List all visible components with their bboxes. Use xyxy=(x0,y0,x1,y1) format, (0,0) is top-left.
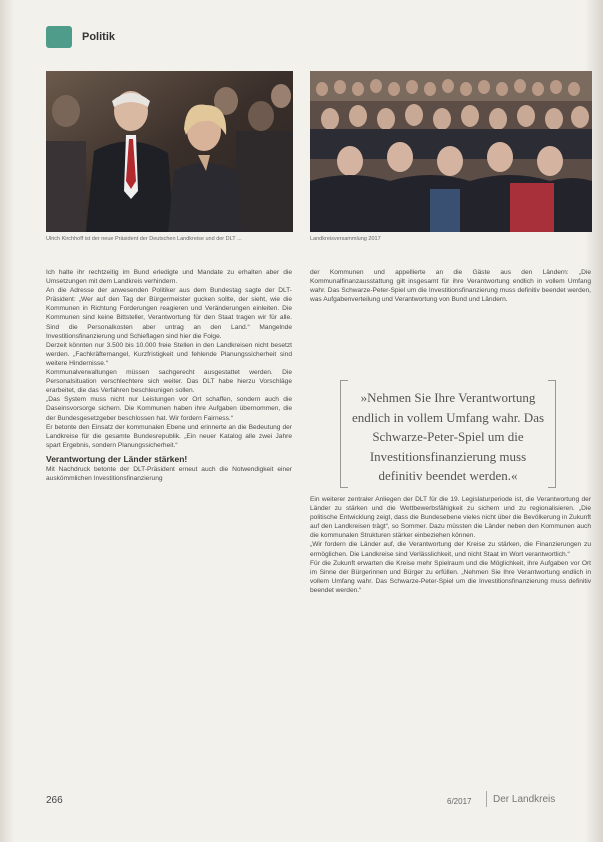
article-paragraph: Für die Zukunft erwarten die Kreise mehr Spielraum und die Möglichkeit, ihre Aufgaben vor Ort im Sinne der Bürgerinnen und Bürger zu erfüllen. „Nehmen Sie Ihre Verantwortung endlich in vollem Umfang wahr. Das Schwarze-Peter-Spiel um die Investitionsfinanzierung muss definitiv beendet werden.“ xyxy=(310,559,591,594)
quote-bracket-left xyxy=(340,380,348,488)
article-paragraph: „Wir fordern die Länder auf, die Verantwortung der Kreise zu stärken, die Finanzierungen zu ermöglichen. Die Landkreise sind Verlässlichkeit, und nicht Staat im Wort verantwortlich.“ xyxy=(310,541,591,558)
article-paragraph: Derzeit könnten nur 3.500 bis 10.000 freie Stellen in den Landkreisen nicht besetzt werden. „Fachkräftemangel, Kurzfristigkeit und fehlende Planungssicherheit sind weitere Hindernisse.“ xyxy=(46,341,292,367)
article-paragraph: Ein weiterer zentraler Anliegen der DLT für die 19. Legislaturperiode ist, die Verantwortung der Länder zu stärken und die Wettbewerbsfähigkeit zu sichern und zu regionalisieren. „Die politische Entwicklung zeigt, dass die Bundesebene vieles nicht über die Bevölkerung in Zukunft auf den Landkreisen trägt“, so Sommer. Dazu müssten die Länder neben den Kommunen auch die kommunalen Strukturen stärker einbeziehen können. xyxy=(310,496,591,540)
photo-audience-image xyxy=(310,71,592,232)
article-paragraph: An die Adresse der anwesenden Politiker aus dem Bundestag sagte der DLT-Präsident: „Wer auf den Tag der Bürgermeister gucken sollte, der sieht, wie die Kommunen in Richtung Forderungen reagieren und Veränderungen einleiten. Die Kommunen sind keine Bittsteller, Verantwortung für den Staat tragen wir für alle. Sind die Personalkosten aber untrag an den Land.“ Mangelnde Investitionsfinanzierung und Schieflagen sind hier die Folge. xyxy=(46,287,292,340)
article-paragraph: Kommunalverwaltungen müssen sachgerecht ausgestattet werden. Die Personalsituation verschlechtere sich weiter. Das DLT habe hierzu Vorschläge erarbeitet, die das Verfahren beschleunigen sollen. xyxy=(46,369,292,395)
magazine-brand xyxy=(486,790,555,808)
brand-divider xyxy=(486,791,487,807)
photo-right-caption: Landkreisversammlung 2017 xyxy=(310,236,381,242)
page-number: 266 xyxy=(46,795,63,806)
pull-quote-text: »Nehmen Sie Ihre Verantwortung endlich in vollem Umfang wahr. Das Schwarze-Peter-Spiel um die Investitionsfinanzierung muss definitiv beendet werden.« xyxy=(351,390,545,483)
article-column-right-bottom xyxy=(310,495,591,770)
photo-left-caption: Ulrich Kirchhoff ist der neue Präsident der Deutschen Landkreise und der DLT ... xyxy=(46,236,242,242)
photo-handshake xyxy=(46,71,293,232)
article-column-right-top xyxy=(310,268,591,358)
section-color-block xyxy=(46,26,72,48)
article-subheading: Verantwortung der Länder stärken! xyxy=(46,453,188,464)
section-label: Politik xyxy=(82,31,116,43)
issue-number: 6/2017 xyxy=(447,797,472,806)
photo-audience xyxy=(310,71,592,232)
brand-name: Der Landkreis xyxy=(493,793,556,805)
article-paragraph: Ich halte ihr rechtzeitig im Bund erledigte und Mandate zu erhalten aber die Umsetzungen mit dem Landkreis verhindern. xyxy=(46,269,292,286)
article-paragraph: Mit Nachdruck betonte der DLT-Präsident erneut auch die Notwendigkeit einer auskömmlichen Investitionsfinanzierung xyxy=(46,465,292,482)
article-paragraph: Er betonte den Einsatz der kommunalen Ebene und erinnerte an die Bedeutung der Landkreise für die gesamte Bundesrepublik. „Ein neuer Katalog alle zwei Jahre spart Ergebnis, sondern Planungssicherheit.“ xyxy=(46,423,292,449)
article-paragraph: der Kommunen und appellierte an die Gäste aus den Ländern: „Die Kommunalfinanzausstattung gilt insgesamt für ihre Verantwortung endlich in vollem Umfang wahr. Das Schwarze-Peter-Spiel um die Investitionsfinanzierung muss definitiv beendet werden, was Aufgabenverteilung und Verantwortung von Bund und Ländern. xyxy=(310,269,591,304)
photo-handshake-image xyxy=(46,71,293,232)
quote-bracket-right xyxy=(548,380,556,488)
section-tag xyxy=(46,26,115,48)
pull-quote xyxy=(340,380,556,486)
article-paragraph: „Das System muss nicht nur Leistungen vor Ort schaffen, sondern auch die Daseinsvorsorge sichern. Die Kommunen haben ihre Aufgaben übernommen, die der Bundesgesetzgeber beschlossen hat. Wir fordern Fairness.“ xyxy=(46,396,292,422)
article-column-left xyxy=(46,268,292,768)
